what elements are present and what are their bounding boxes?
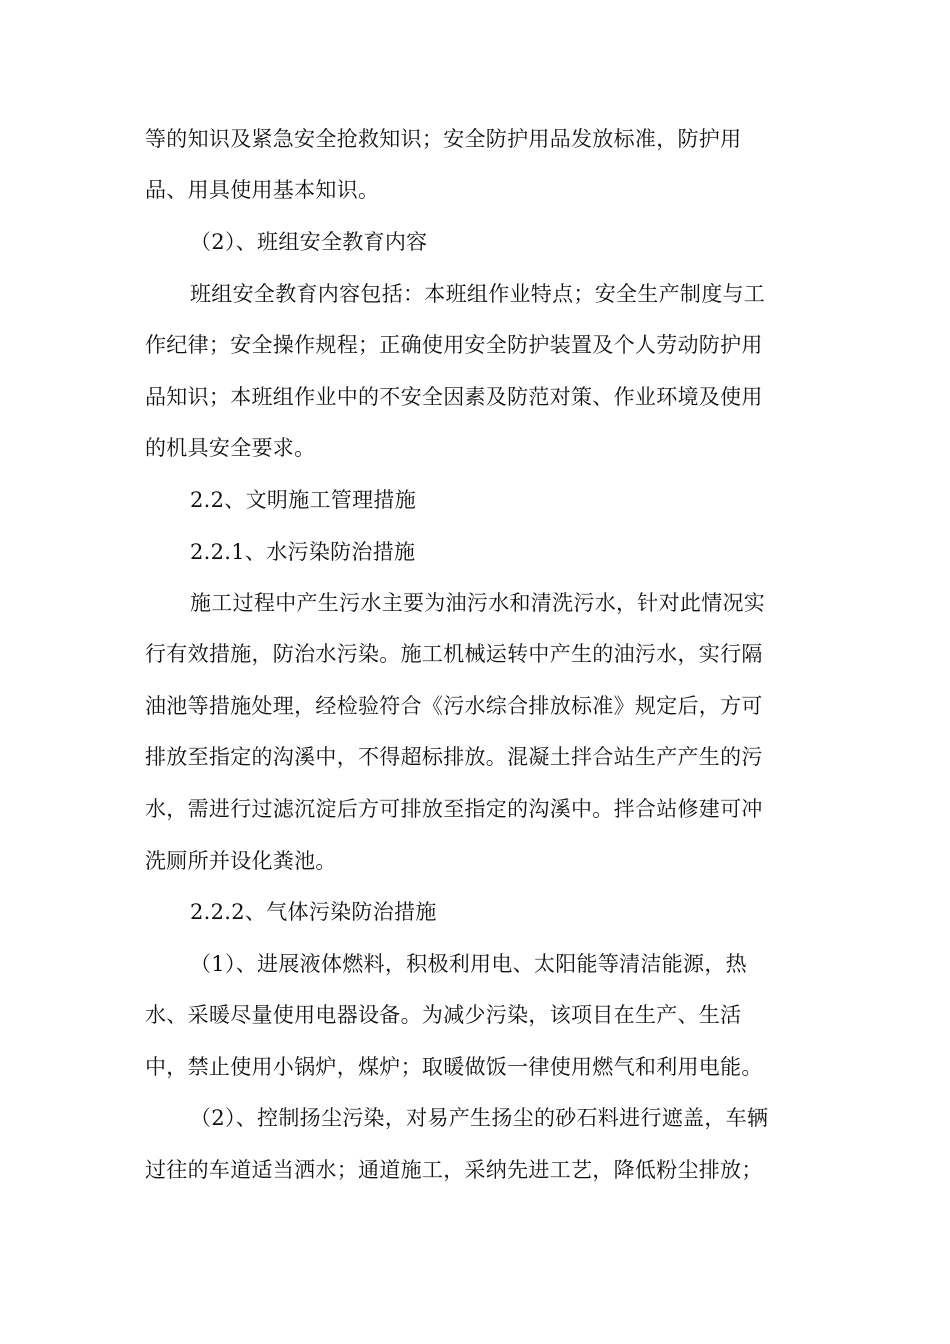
text-line: 排放至指定的沟溪中，不得超标排放。混凝土拌合站生产产生的污 [145, 745, 763, 769]
text-line: 中，禁止使用小锅炉，煤炉；取暖做饭一律使用燃气和利用电能。 [145, 1055, 763, 1079]
text-line: 水、采暖尽量使用电器设备。为减少污染，该项目在生产、生活 [145, 1003, 742, 1027]
subheading: （2）、班组安全教育内容 [190, 230, 428, 254]
text-line: （2）、控制扬尘污染，对易产生扬尘的砂石料进行遮盖，车辆 [190, 1106, 769, 1130]
subsection-heading: 2.2.2、气体污染防治措施 [190, 900, 437, 924]
text-line: 洗厕所并设化粪池。 [145, 849, 337, 873]
text-line: 过往的车道适当洒水；通道施工，采纳先进工艺，降低粉尘排放； [145, 1158, 763, 1182]
text-line: 水，需进行过滤沉淀后方可排放至指定的沟溪中。拌合站修建可冲 [145, 797, 763, 821]
text-line: 作纪律；安全操作规程；正确使用安全防护装置及个人劳动防护用 [145, 333, 763, 357]
subsection-heading: 2.2.1、水污染防治措施 [190, 540, 416, 564]
text-line: 班组安全教育内容包括：本班组作业特点；安全生产制度与工 [190, 282, 766, 306]
text-line: 品知识；本班组作业中的不安全因素及防范对策、作业环境及使用 [145, 385, 763, 409]
text-line: （1）、进展液体燃料，积极利用电、太阳能等清洁能源，热 [190, 952, 747, 976]
text-line: 行有效措施，防治水污染。施工机械运转中产生的油污水，实行隔 [145, 642, 763, 666]
text-line: 油池等措施处理，经检验符合《污水综合排放标准》规定后，方可 [145, 694, 763, 718]
section-heading: 2.2、文明施工管理措施 [190, 488, 416, 512]
text-line: 品、用具使用基本知识。 [145, 178, 380, 202]
text-line: 等的知识及紧急安全抢救知识；安全防护用品发放标准，防护用 [145, 127, 742, 151]
text-line: 的机具安全要求。 [145, 436, 316, 460]
text-line: 施工过程中产生污水主要为油污水和清洗污水，针对此情况实 [190, 591, 766, 615]
